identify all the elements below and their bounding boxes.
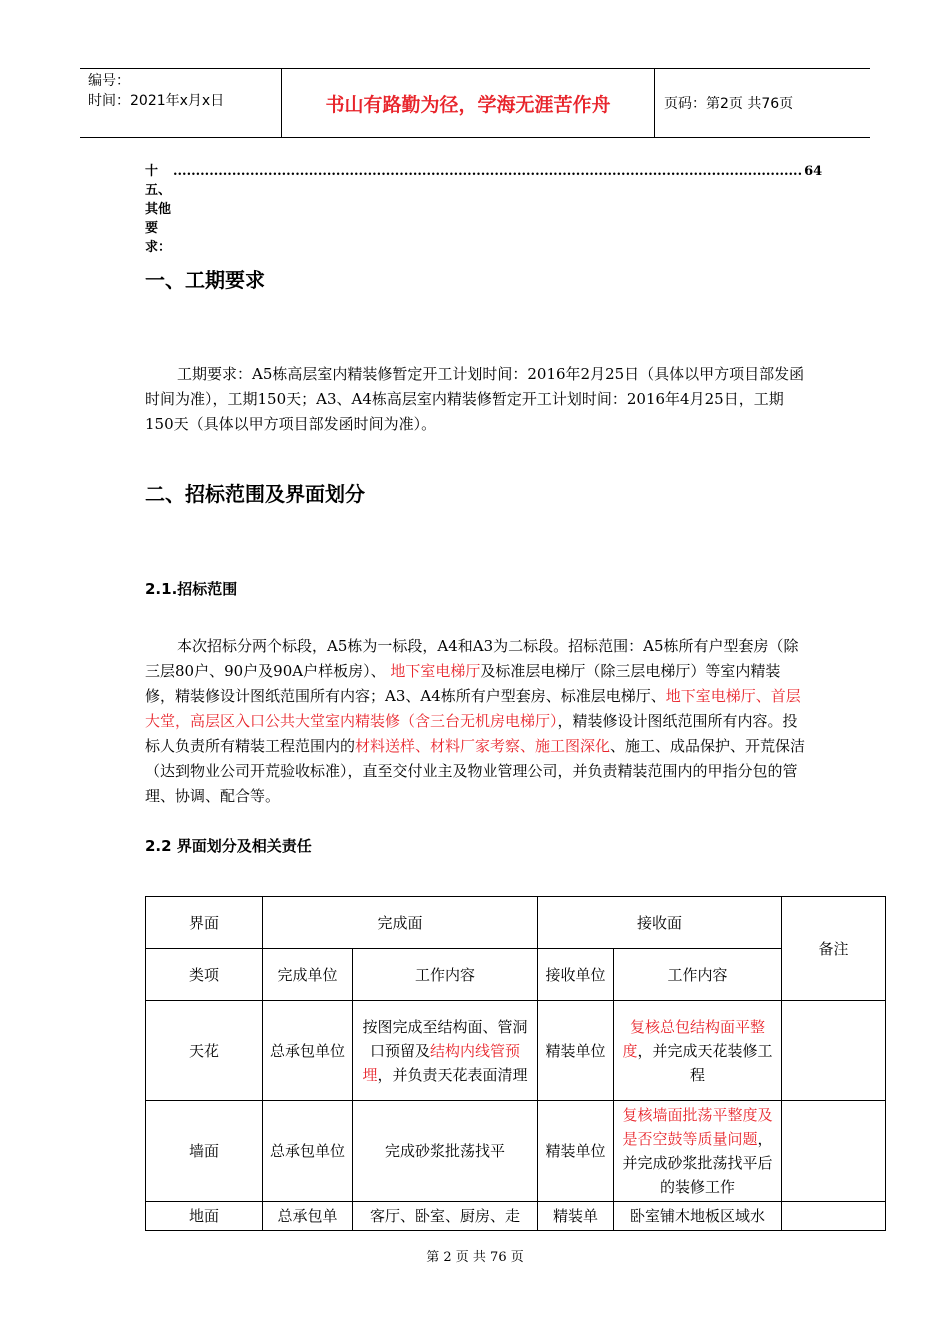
page-header — [80, 68, 870, 138]
header-meta — [80, 69, 280, 137]
scope-text-1: 本次招标分两个标段，A5栋为一标段，A4和A3为二标段。招标范围：A5栋所有户型套房（除三层80户、90户及90A户样板房）、 — [145, 637, 799, 680]
row-work-receive: 复核墙面批荡平整度及是否空鼓等质量问题，并完成砂浆批荡找平后的装修工作 — [614, 1101, 782, 1202]
toc-leader: ........................................................................................................................................... — [173, 164, 803, 179]
toc-page: 64 — [804, 164, 823, 179]
schedule-paragraph: 工期要求：A5栋高层室内精装修暂定开工计划时间：2016年2月25日（具体以甲方项目部发函时间为准），工期150天；A3、A4栋高层室内精装修暂定开工计划时间：2016年4月25日，工期150天（具体以甲方项目部发函时间为准）。 — [145, 365, 805, 433]
row-remark — [782, 1001, 886, 1101]
row-work-complete: 按图完成至结构面、管洞口预留及结构内线管预埋，并负责天花表面清理 — [353, 1001, 538, 1101]
row-item: 墙面 — [146, 1101, 263, 1202]
row-complete-unit: 总承包单位 — [263, 1001, 353, 1101]
header-complete-face: 完成面 — [263, 897, 538, 949]
scope-paragraph — [145, 634, 809, 809]
table-row — [146, 1001, 886, 1101]
subsection-title-scope: 2.1.招标范围 — [145, 580, 238, 598]
header-motto: 书山有路勤为径，学海无涯苦作舟 — [281, 69, 655, 137]
row-receive-unit: 精装单位 — [538, 1001, 614, 1101]
scope-text-2: 及标准层电梯厅（除三层电梯厅）等室内精装修，精装修设计图纸范围所有内容；A3、A4栋所有户型套房、标准层电梯厅、 — [145, 662, 781, 705]
header-receive-face: 接收面 — [538, 897, 782, 949]
scope-highlight-1: 地下室电梯厅 — [390, 662, 481, 680]
toc-entry[interactable] — [145, 160, 823, 255]
doc-number-label: 编号： — [88, 73, 130, 89]
row-complete-unit: 总承包单位 — [263, 1101, 353, 1202]
row-remark — [782, 1101, 886, 1202]
header-complete-unit: 完成单位 — [263, 949, 353, 1001]
table-row — [146, 1101, 886, 1202]
header-category: 类项 — [146, 949, 263, 1001]
section-title-scope: 二、招标范围及界面划分 — [145, 482, 365, 506]
scope-highlight-3: 材料送样、材料厂家考察、施工图深化 — [355, 737, 611, 755]
row-work-complete: 客厅、卧室、厨房、走 — [353, 1202, 538, 1231]
table-subheader-row — [146, 949, 886, 1001]
row-work-receive: 复核总包结构面平整度，并完成天花装修工程 — [614, 1001, 782, 1101]
row-remark — [782, 1202, 886, 1231]
row-complete-unit: 总承包单 — [263, 1202, 353, 1231]
header-work-content-1: 工作内容 — [353, 949, 538, 1001]
scope-text-4: 、施工、成品保护、开荒保洁（达到物业公司开荒验收标准），直至交付业主及物业管理公司，并负责精装范围内的甲指分包的管理、协调、配合等。 — [145, 737, 806, 805]
interface-table — [145, 896, 886, 1231]
toc-label: 十五、其他要求： — [145, 164, 172, 255]
table-header-row — [146, 897, 886, 949]
page-footer: 第 2 页 共 76 页 — [426, 1250, 524, 1265]
row-item: 地面 — [146, 1202, 263, 1231]
row-work-receive: 卧室铺木地板区域水 — [614, 1202, 782, 1231]
table-row — [146, 1202, 886, 1231]
row-work-complete: 完成砂浆批荡找平 — [353, 1101, 538, 1202]
header-page-info: 页码：第2页 共76页 — [664, 96, 794, 112]
subsection-title-interface: 2.2 界面划分及相关责任 — [145, 837, 312, 855]
scope-highlight-2: 地下室电梯厅、首层大堂，高层区入口公共大堂室内精装修（含三台无机房电梯厅） — [145, 687, 801, 730]
row-receive-unit: 精装单位 — [538, 1101, 614, 1202]
header-work-content-2: 工作内容 — [614, 949, 782, 1001]
section-title-schedule: 一、工期要求 — [145, 268, 265, 292]
doc-date: 时间：2021年x月x日 — [88, 93, 225, 109]
scope-text-3: ，精装修设计图纸范围所有内容。投标人负责所有精装工程范围内的 — [145, 712, 798, 755]
header-receive-unit: 接收单位 — [538, 949, 614, 1001]
header-interface: 界面 — [146, 897, 263, 949]
row-receive-unit: 精装单 — [538, 1202, 614, 1231]
row-item: 天花 — [146, 1001, 263, 1101]
header-remark: 备注 — [782, 897, 886, 1001]
